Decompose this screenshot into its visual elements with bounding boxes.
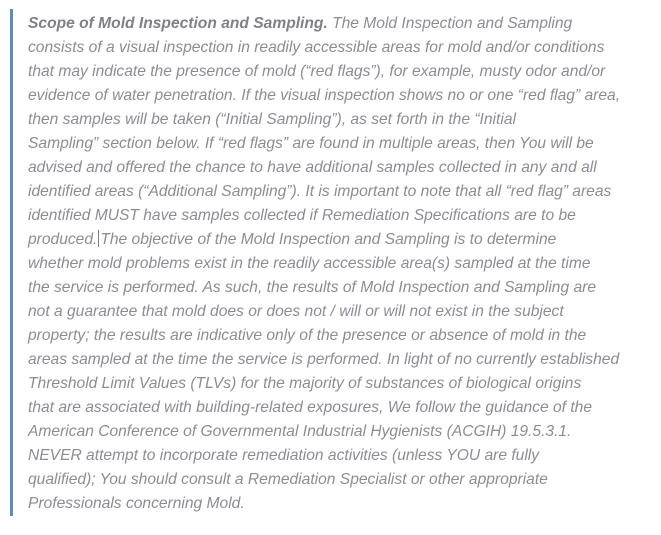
text-line-20: qualified); You should consult a Remediation Specialist or other appropriate <box>28 471 548 488</box>
text-line-9: identified MUST have samples collected if Remediation Specifications are to be <box>28 207 576 224</box>
text-line-10-start: produced. <box>28 231 98 248</box>
text-line-3: that may indicate the presence of mold (“red flags”), for example, musty odor and/or <box>28 63 606 80</box>
document-body <box>28 12 620 516</box>
text-line-18: American Conference of Governmental Industrial Hygienists (ACGIH) 19.5.3.1. <box>28 423 572 440</box>
text-line-10-end: The objective of the Mold Inspection and Sampling is to determine <box>100 231 557 248</box>
text-line-19: NEVER attempt to incorporate remediation activities (unless YOU are fully <box>28 447 540 464</box>
section-heading: Scope of Mold Inspection and Sampling. <box>28 15 328 32</box>
text-line-10 <box>28 228 620 252</box>
text-line-12: the service is performed. As such, the results of Mold Inspection and Sampling are <box>28 279 597 296</box>
text-line-21: Professionals concerning Mold. <box>28 495 245 512</box>
text-line-5: then samples will be taken (“Initial Sampling”), as set forth in the “Initial <box>28 111 516 128</box>
text-line-16: Threshold Limit Values (TLVs) for the majority of substances of biological origins <box>28 375 582 392</box>
text-line-15: areas sampled at the time the service is performed. In light of no currently established <box>28 351 620 368</box>
text-line-13: not a guarantee that mold does or does not / will or will not exist in the subject <box>28 303 564 320</box>
blockquote <box>10 9 640 516</box>
text-line-4: evidence of water penetration. If the visual inspection shows no or one “red flag” area, <box>28 87 621 104</box>
text-line-2: consists of a visual inspection in readily accessible areas for mold and/or conditions <box>28 39 605 56</box>
text-line-17: that are associated with building-related exposures, We follow the guidance of the <box>28 399 593 416</box>
text-line-8: identified areas (“Additional Sampling”). It is important to note that all “red flag” areas <box>28 183 612 200</box>
text-line-1-rest: The Mold Inspection and Sampling <box>327 15 573 32</box>
text-line-11: whether mold problems exist in the readily accessible area(s) sampled at the time <box>28 255 591 272</box>
text-line-1 <box>28 12 620 36</box>
text-line-6: Sampling” section below. If “red flags” are found in multiple areas, then You will be <box>28 135 594 152</box>
text-line-7: advised and offered the chance to have additional samples collected in any and all <box>28 159 597 176</box>
text-line-14: property; the results are indicative only of the presence or absence of mold in the <box>28 327 587 344</box>
